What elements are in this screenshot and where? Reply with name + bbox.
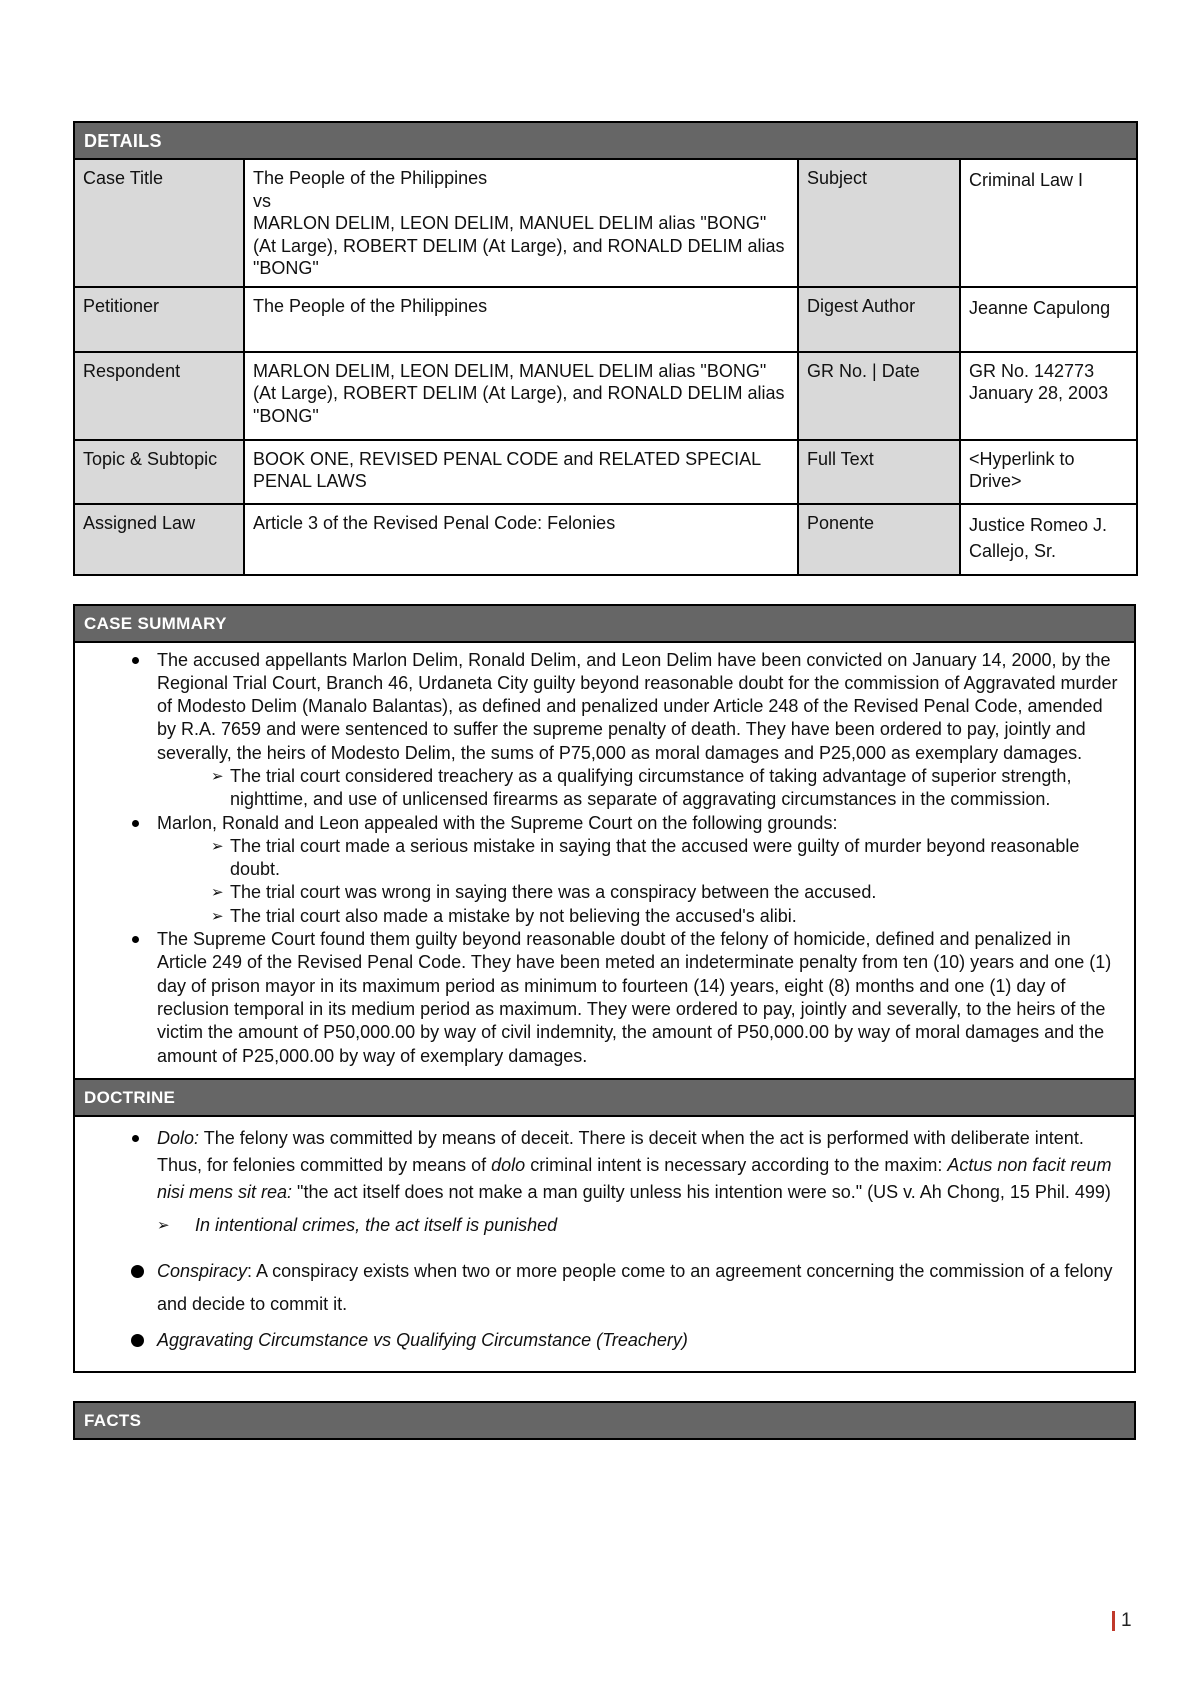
arrow-bullet-icon: ➢ bbox=[211, 884, 224, 902]
decision-date: January 28, 2003 bbox=[969, 383, 1109, 403]
sub-list bbox=[87, 765, 1122, 812]
page-number: 1 bbox=[1121, 1610, 1132, 1631]
bullet-icon bbox=[131, 1265, 144, 1278]
case-summary-content bbox=[75, 643, 1134, 1078]
topic-label: Topic & Subtopic bbox=[74, 440, 244, 504]
summary-item-text: The Supreme Court found them guilty beyond reasonable doubt of the felony of homicide, defined and penalized in Article 249 of the Revised Penal Code. They have been meted an indeterminate penalty from ten (10) years and one (1) day of prison mayor in its maximum period as minimum to fourteen (14) years, eight (8) months and one (1) day of reclusion temporal in its medium period as maximum. They were ordered to pay, jointly and severally, to the heirs of the victim the amount of P50,000.00 by way of civil indemnity, the amount of P50,000.00 by way of moral damages and the amount of P25,000.00 by way of exemplary damages. bbox=[157, 929, 1112, 1066]
case-summary-header: CASE SUMMARY bbox=[75, 606, 1134, 643]
footer-accent-bar bbox=[1112, 1611, 1115, 1631]
case-title-value bbox=[244, 159, 798, 287]
latin-maxim: Actus non facit reum nisi mens sit rea: bbox=[157, 1154, 1112, 1202]
case-title-line: The People of the Philippines bbox=[253, 168, 488, 188]
bullet-icon bbox=[132, 820, 139, 827]
sub-item-text: In intentional crimes, the act itself is punished bbox=[195, 1214, 558, 1235]
list-item bbox=[87, 1325, 1122, 1355]
sub-list bbox=[87, 835, 1122, 928]
conspiracy-text: : A conspiracy exists when two or more people come to an agreement concerning the commission of a felony and decide to commit it. bbox=[157, 1261, 1113, 1315]
list-item bbox=[87, 881, 1122, 904]
facts-header: FACTS bbox=[75, 1403, 1134, 1438]
aggravating-item: Aggravating Circumstance vs Qualifying Circumstance (Treachery) bbox=[157, 1330, 688, 1351]
full-text-label: Full Text bbox=[798, 440, 960, 504]
conspiracy-term: Conspiracy bbox=[157, 1261, 248, 1282]
petitioner-label: Petitioner bbox=[74, 287, 244, 352]
doctrine-list bbox=[87, 1125, 1122, 1355]
details-table bbox=[73, 121, 1138, 576]
arrow-bullet-icon: ➢ bbox=[211, 767, 224, 785]
bullet-icon bbox=[132, 1135, 139, 1142]
gr-number: GR No. 142773 bbox=[969, 360, 1095, 381]
digest-author-label: Digest Author bbox=[798, 287, 960, 352]
sub-item-text: The trial court made a serious mistake in saying that the accused were guilty of murder beyond reasonable doubt. bbox=[230, 835, 1080, 880]
list-item bbox=[87, 649, 1122, 812]
topic-value: BOOK ONE, REVISED PENAL CODE and RELATED SPECIAL PENAL LAWS bbox=[244, 440, 798, 504]
full-text-link[interactable]: <Hyperlink to Drive> bbox=[960, 440, 1137, 504]
facts-block bbox=[73, 1401, 1136, 1440]
sub-item-text: The trial court considered treachery as a qualifying circumstance of taking advantage of superior strength, nighttime, and use of unlicensed firearms as separate of aggravating circumstances in the commission. bbox=[230, 765, 1072, 810]
respondent-value: MARLON DELIM, LEON DELIM, MANUEL DELIM alias "BONG" (At Large), ROBERT DELIM (At Large), and RONALD DELIM alias "BONG" bbox=[244, 352, 798, 440]
summary-item-text: Marlon, Ronald and Leon appealed with the Supreme Court on the following grounds: bbox=[157, 812, 838, 833]
gr-date-label: GR No. | Date bbox=[798, 352, 960, 440]
sub-item-text: The trial court also made a mistake by not believing the accused's alibi. bbox=[230, 905, 797, 926]
arrow-bullet-icon: ➢ bbox=[211, 837, 224, 855]
page-footer bbox=[1112, 1610, 1132, 1632]
list-item bbox=[87, 765, 1122, 812]
summary-item-text: The accused appellants Marlon Delim, Ronald Delim, and Leon Delim have been convicted on January 14, 2000, by the Regional Trial Court, Branch 46, Urdaneta City guilty beyond reasonable doubt for the commission of Aggravated murder of Modesto Delim (Manalo Balantas), as defined and penalized under Article 248 of the Revised Penal Code, amended by R.A. 7659 and were sentenced to suffer the supreme penalty of death. They have been ordered to pay, jointly and severally, the heirs of Modesto Delim, the sums of P75,000 as moral damages and P25,000 as exemplary damages. bbox=[157, 649, 1118, 763]
petitioner-value: The People of the Philippines bbox=[244, 287, 798, 352]
digest-author-value: Jeanne Capulong bbox=[960, 287, 1137, 352]
case-title-line: MARLON DELIM, LEON DELIM, MANUEL DELIM alias "BONG" (At Large), ROBERT DELIM (At Large), and RONALD DELIM alias "BONG" bbox=[253, 213, 785, 278]
dolo-text: criminal intent is necessary according to the maxim: bbox=[525, 1154, 948, 1175]
list-item bbox=[87, 835, 1122, 882]
subject-value: Criminal Law I bbox=[960, 159, 1137, 287]
list-item bbox=[87, 1255, 1122, 1321]
gr-date-value bbox=[960, 352, 1137, 440]
ponente-value: Justice Romeo J. Callejo, Sr. bbox=[960, 504, 1137, 575]
list-item bbox=[157, 1214, 1122, 1237]
assigned-law-value: Article 3 of the Revised Penal Code: Felonies bbox=[244, 504, 798, 575]
dolo-word: dolo bbox=[491, 1154, 526, 1175]
assigned-law-label: Assigned Law bbox=[74, 504, 244, 575]
subject-label: Subject bbox=[798, 159, 960, 287]
case-title-label: Case Title bbox=[74, 159, 244, 287]
list-item bbox=[87, 1125, 1122, 1237]
sub-item-text: The trial court was wrong in saying there was a conspiracy between the accused. bbox=[230, 882, 877, 903]
summary-doctrine-block bbox=[73, 604, 1136, 1374]
list-item bbox=[87, 905, 1122, 928]
dolo-text: "the act itself does not make a man guilty unless his intention were so." (US v. Ah Chong, 15 Phil. 499) bbox=[292, 1181, 1111, 1202]
list-item bbox=[87, 928, 1122, 1068]
doctrine-content bbox=[75, 1117, 1134, 1371]
dolo-term: Dolo: bbox=[157, 1127, 200, 1148]
ponente-label: Ponente bbox=[798, 504, 960, 575]
bullet-icon bbox=[132, 936, 139, 943]
doctrine-header: DOCTRINE bbox=[75, 1078, 1134, 1117]
respondent-label: Respondent bbox=[74, 352, 244, 440]
arrow-bullet-icon: ➢ bbox=[157, 1216, 170, 1234]
list-item bbox=[87, 812, 1122, 928]
digest-page bbox=[73, 121, 1136, 1440]
bullet-icon bbox=[132, 657, 139, 664]
dolo-text: The felony was committed by means of deceit. There is deceit when the act is performed with deliberate intent. Thus, for felonies committed by means of bbox=[157, 1127, 1084, 1175]
arrow-bullet-icon: ➢ bbox=[211, 907, 224, 925]
case-title-line: vs bbox=[253, 190, 271, 211]
sub-list bbox=[157, 1214, 1122, 1237]
details-header: DETAILS bbox=[74, 122, 1137, 159]
case-summary-list bbox=[87, 649, 1122, 1068]
bullet-icon bbox=[131, 1334, 144, 1347]
